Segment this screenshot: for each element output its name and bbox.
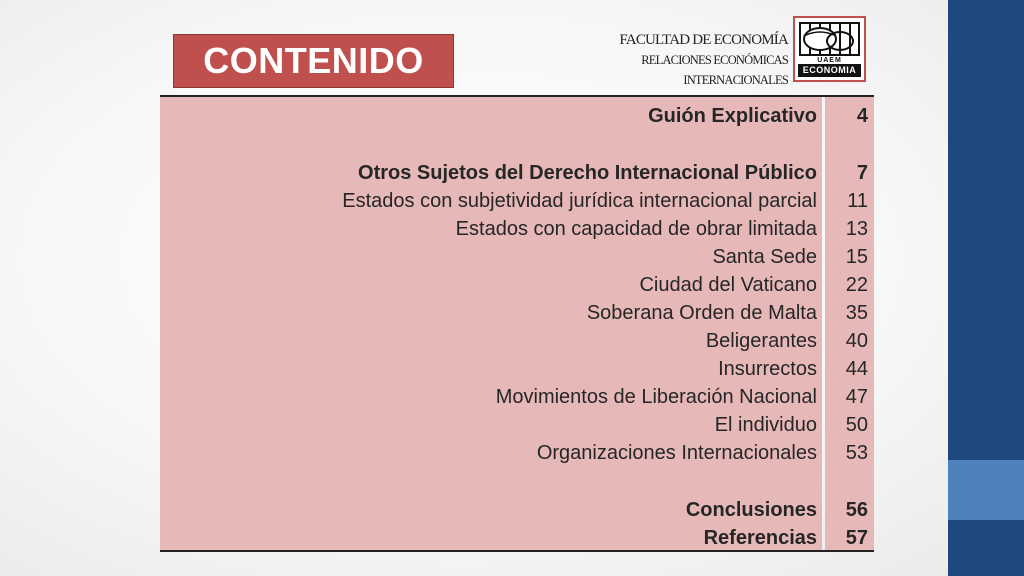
toc-item-page: 13 [845,218,868,240]
toc-item-label: Otros Sujetos del Derecho Internacional Público [358,162,817,184]
toc-item-label: El individuo [714,414,817,436]
toc-row [160,243,874,271]
toc-item-page: 40 [845,330,868,352]
toc-row [160,187,874,215]
toc-item-label: Estados con subjetividad jurídica internacional parcial [342,190,817,212]
right-sidebar-accent [948,460,1024,520]
toc-item-label: Referencias [703,527,817,549]
toc-item-page: 15 [845,246,868,268]
toc-item-label: Organizaciones Internacionales [536,442,817,464]
toc-item-page: 7 [856,162,868,184]
toc-item-label: Ciudad del Vaticano [639,274,817,296]
toc-item-page: 44 [845,358,868,380]
toc-item-page: 35 [845,302,868,324]
toc-item-label: Santa Sede [712,246,817,268]
faculty-line-3: INTERNACIONALES [683,73,788,87]
toc-row [160,496,874,524]
toc-row [160,271,874,299]
toc-item-page: 56 [845,499,868,521]
toc-row [160,524,874,552]
toc-item-label: Guión Explicativo [648,105,817,127]
toc-row [160,159,874,187]
faculty-line-2: RELACIONES ECONÓMICAS [641,53,788,67]
toc-item-label: Insurrectos [718,358,817,380]
logo-abbreviation: UAEM [817,57,842,64]
toc-item-label: Conclusiones [685,499,817,521]
toc-item-page: 57 [845,527,868,549]
slide-title: CONTENIDO [173,34,454,88]
toc-row [160,215,874,243]
toc-row [160,411,874,439]
toc-item-page: 11 [847,190,868,212]
logo-label: ECONOMIA [798,64,861,77]
toc-row [160,102,874,130]
toc-item-label: Soberana Orden de Malta [586,302,817,324]
toc-item-label: Beligerantes [705,330,817,352]
toc-item-page: 50 [845,414,868,436]
faculty-line-1: FACULTAD DE ECONOMÍA [619,32,788,48]
toc-item-label: Movimientos de Liberación Nacional [495,386,817,408]
toc-row [160,327,874,355]
economia-logo [793,16,866,82]
toc-item-page: 53 [845,442,868,464]
toc-item-page: 22 [845,274,868,296]
toc-item-page: 4 [856,105,868,127]
toc-row [160,355,874,383]
toc-item-page: 47 [845,386,868,408]
faculty-header [619,30,788,90]
toc-item-label: Estados con capacidad de obrar limitada [455,218,817,240]
table-of-contents [160,95,874,552]
logo-globe-icon [798,21,861,57]
toc-row [160,383,874,411]
toc-row [160,299,874,327]
toc-row [160,439,874,467]
